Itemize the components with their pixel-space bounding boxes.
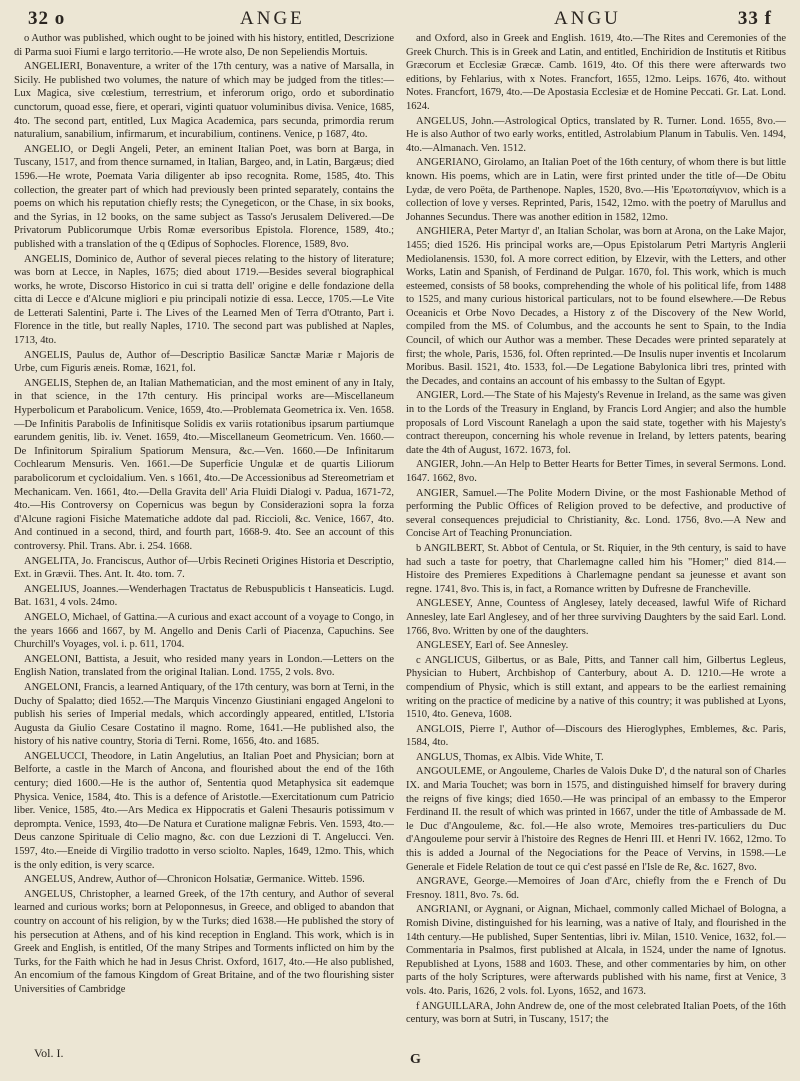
entry-paragraph: ANGELO, Michael, of Gattina.—A curious and exact account of a voyage to Congo, in the years 1666 and 1667, by M. Angello and Denis Carli of Piacenza, Capuchins. See Churchill's Voyages, vol. i. p. 611, 1704. — [14, 611, 394, 651]
entry-paragraph: ANGELIERI, Bonaventure, a writer of the 17th century, was a native of Marsalla, in Sicily. He published two volumes, the nature of which may be judged from the titles:—Lux Magica, sive cœlestium, terrestrium, et inferorum origo, ordo et subordinatio cunctorum, quoad esse, fiere, et operari, viginti quatuor voluminibus divisa. Venice, 1685, 4to. The second part, entitled, Lux Magica Academica, pars secunda, primordia rerum naturalium, sanabilium, infirmarum, et incurabilium, continens. Venice, p 1687, 4to. — [14, 61, 394, 141]
two-column-body — [14, 32, 786, 1044]
header-catchword-right: ANGU — [554, 8, 621, 29]
entry-paragraph: ANGELITA, Jo. Franciscus, Author of—Urbis Recineti Origines Historia et Descriptio, Ext. in Grævii. Thes. Ant. It. 4to. tom. 7. — [14, 555, 394, 581]
entry-paragraph: ANGRAVE, George.—Memoires of Joan d'Arc, chiefly from the e French of Du Fresnoy. 1811, 8vo. 7s. 6d. — [406, 876, 786, 901]
entry-paragraph: c ANGLICUS, Gilbertus, or as Bale, Pitts, and Tanner call him, Gilbertus Legleus, Physician to Hubert, Archbishop of Canterbury, about A. D. 1210.—He wrote a compendium of Physic, which is still extant, and appears to be the earliest remaining writing on the practice of medicine by a native of this country; it was published at Lyons, 1510, 4to. Geneva, 1608. — [406, 654, 786, 721]
running-header — [14, 8, 786, 32]
entry-paragraph: ANGELONI, Francis, a learned Antiquary, of the 17th century, was born at Terni, in the Duchy of Spalatto; died 1652.—The Marquis Vincenzo Giustiniani engaged Angeloni to publish his series of Imperial medals, which accordingly appeared, entitled, L'Istoria Augusta da Giulio Cesare Costatino il magno. Rome, 1641.—He published also, the history of his native country, Storia di Terni. Rome, 1656, 4to. and 1685. — [14, 681, 394, 748]
entry-paragraph: ANGELUS, Christopher, a learned Greek, of the 17th century, and Author of several learned and curious works; born at Peloponnesus, in Greece, and obliged to abandon that country on account of his religion, by w the Turks; died 1638.—He published the story of his persecution at Athens, and of his kind reception in England. This work, which is in Greek and English, is entitled, Of the many Stripes and Torments inflicted on him by the Turks, for the Faith which he had in Jesus Christ. Oxford, 1617, 4to.—He also published, An encomium of the famous Kingdom of Great Britaine, and of the two flourishing sister Universities of Cambridge — [14, 888, 394, 995]
entry-paragraph: ANGIER, Samuel.—The Polite Modern Divine, or the most Fashionable Method of performing the Public Offices of Religion proved to be defective, and productive of several consequences prejudicial to Christianity, &c. Lond. 1756, 8vo.—A New and Concise Art of Teaching Pronunciation. — [406, 487, 786, 540]
header-catchword-left: ANGE — [240, 8, 305, 29]
entry-paragraph: o Author was published, which ought to be joined with his history, entitled, Descrizione di Parma suoi Fiumi e largo territorio.—He wrote also, De non Sepeliendis Mortuis. — [14, 33, 394, 58]
entry-paragraph: ANGLOIS, Pierre l', Author of—Discours des Hieroglyphes, Emblemes, &c. Paris, 1584, 4to. — [406, 723, 786, 749]
entry-paragraph: and Oxford, also in Greek and English. 1619, 4to.—The Rites and Ceremonies of the Greek Church. This is in Greek and Latin, and entitled, Enchiridion de Institutis et Ritibus Græcorum et Ecclesiæ Græcæ. Camb. 1619, 4to. Of this there were afterwards two editions, by Fehlarius, with x Notes. Francfort, 1655, 12mo. Leips. 1676, 4to. without Notes. Francfort, 1679, 4to.—De Apostasia Ecclesiæ et de Homine Peccati. Gr. Lat. Lond. 1624. — [406, 33, 786, 112]
entry-paragraph: ANGIER, Lord.—The State of his Majesty's Revenue in Ireland, as the same was given in to the Lords of the Treasury in England, by Francis Lord Angier; and also the humble proposals of Lord Viscount Ranelagh a upon the said state, together with his Majesty's contract thereupon, concerning his whole revenue in Ireland, by letters patents, bearing date the 4th of August, 1672. 1673, fol. — [406, 390, 786, 456]
entry-paragraph: ANGELUS, John.—Astrological Optics, translated by R. Turner. Lond. 1655, 8vo.—He is also Author of two early works, entitled, Astrolabium Planum in Tabulis. Ven. 1494, 4to.—Almanach. Ven. 1512. — [406, 115, 786, 154]
entry-paragraph: ANGRIANI, or Aygnani, or Aignan, Michael, commonly called Michael of Bologna, a Romish Divine, distinguished for his learning, was a native of Italy, and flourished in the 14th century.—He published, Super Sententias, libri iv. Milan, 1510. Venice, 1632, fol.—Commentaria in Psalmos, first published at Alcala, in 1524, under the name of Ignotus. Republished at Lyons, 1588 and 1603. These, and other commentaries by him, on other parts of the holy Scriptures, were afterwards published with his name, first at Venice, 3 vols. 4to. Paris, 1626, 2 vols. fol. Lyons, 1652, and 1673. — [406, 904, 786, 997]
entry-paragraph: ANGELUS, Andrew, Author of—Chronicon Holsatiæ, Germanice. Witteb. 1596. — [24, 874, 365, 886]
page-footer — [14, 1044, 786, 1074]
entry-paragraph: ANGHIERA, Peter Martyr d', an Italian Scholar, was born at Arona, on the Lake Major, 1455; died 1526. His principal works are,—Opus Epistolarum Petri Martyris Anglerii Mediolanensis. 1530, fol. A more correct edition, by Elzevir, with the Letters, and other Works, Latin and Spanish, of Ferdinand de Pulgar. 1670, fol. This work, which is much esteemed, consists of 58 books, comprehending the whole of his political life, from 1488 to 1525, and many curious historical particulars, not to be found elsewhere.—De Rebus Oceanicis et Orbe Novo Decades, a History z of the Discovery of the New World, compiled from the MS. of Columbus, and the accounts he sent to Spain, to the India Council, of which our Author was a member. These Decades were printed separately at first; the whole, Paris, 1536, fol. Often reprinted.—De Insulis nuper inventis et Incolarum Moribus. Basil. 1521, 4to. 1533, fol.—De Legatione Babylonica libri tres, printed with the Decades, and contains an account of his embassy to the Sultan of Egypt. — [406, 226, 786, 387]
signature-mark: G — [410, 1052, 421, 1067]
entry-paragraph: ANGELONI, Battista, a Jesuit, who resided many years in London.—Letters on the English Nation, translated from the original Italian. Lond. 1755, 2 vols. 8vo. — [14, 653, 394, 679]
entry-paragraph: ANGLESEY, Anne, Countess of Anglesey, lately deceased, lawful Wife of Richard Annesley, late Earl Anglesey, and of her three surviving Daughters by the said Earl. Lond. 1766, 8vo. Written by one of the daughters. — [406, 598, 786, 637]
entry-paragraph: ANGELUCCI, Theodore, in Latin Angelutius, an Italian Poet and Physician; born at Belforte, a castle in the March of Ancona, and flourished about the end of the 16th century; died 1600.—He is the author of, Sententia quod Metaphysica sit eademque Physica. Venice, 1584, 4to. This is a defence of Aristotle.—Exercitationum cum Patricio liber. Venice, 1585, 4to.—Ars Medica ex Hippocratis et Galeni Thesauris potissimum v deprompta. Venice, 1593, 4to—De Natura et Curatione malignæ Febris. Ven. 1593, 4to.—Deus canzone Spirituale di Celio magno, &c. con due Lezzioni di T. Angelucci. Ven. 1597, 4to.—Eneide di Virgilio tradotto in verso sciolto. Naples, 1649, 12mo. This, which is the only edition, is very scarce. — [14, 750, 394, 871]
entry-paragraph: ANGOULEME, or Angouleme, Charles de Valois Duke D', d the natural son of Charles IX. and Maria Touchet; was born in 1575, and distinguished himself for bravery during the reigns of five kings; died 1650.—He was principal of an embassy to the Emperor Ferdinand II. the result of which was printed in 1667, under the title of Ambassade de M. le Duc d'Angouleme, &c. fol.—He also wrote, Memoires tres-particuliers du Duc d'Angouleme pour servir à l'histoire des Regnes de Henri III. et Henri IV. 1662, 12mo. To this is added a Journal of the Negociations for the Peace of Vervins, in 1598.—Le Generale et Fidele Relation de tout ce qui c'est passé en l'Isle de Re, &c. 1627, 8vo. — [406, 766, 786, 873]
entry-paragraph: ANGIER, John.—An Help to Better Hearts for Better Times, in several Sermons. Lond. 1647. 1662, 8vo. — [406, 459, 786, 484]
entry-paragraph: ANGLESEY, Earl of. See Annesley. — [416, 640, 569, 652]
volume-label: Vol. I. — [34, 1046, 64, 1060]
entry-paragraph: ANGELIS, Stephen de, an Italian Mathematician, and the most eminent of any in Italy, in that science, in the 17th century. His principal works are—Miscellaneum Hyperbolicum et Parabolicum. Venice, 1659, 4to.—Problemata Geometrica ix. Ven. 1658.—De Infinitis Parabolis de Infinitisque Solidis ex variis rotationibus ipsarum partiumque earundem genitis, lib. iv. Venet. 1659, 4to.—Miscellaneum Geometricum. Ven. 1660.—De Infinitorum Spiralium Spatiorum Mensura, &c.—Ven. 1660.—De Infinitarum Cochlearum Mensuris. Ven. 1661.—De Superficie Ungulæ et de quartis Liliorum parabolicorum et cycloidalium. Ven. s 1661, 4to.—De Accessionibus ad Stereometriam et Mechanicam. Ven. 1661, 4to.—Della Gravita dell' Aria Fluidi Dialogi v. Padua, 1671-72, 4to.—His Controversy on Copernicus was begun by Considerazioni sopra la forza d'Alcune ragioni Fisiche Matematiche addote dal pad. Riccioli, &c. Venice, 1667, 4to. And continued in a second, third, and fourth part, 1668-9. 4to. See an account of this controversy. Phil. Trans. Abr. i. 254. 1668. — [14, 377, 394, 552]
entry-paragraph: ANGLUS, Thomas, ex Albis. Vide White, T. — [416, 751, 604, 763]
entry-paragraph: b ANGILBERT, St. Abbot of Centula, or St. Riquier, in the 9th century, is said to have had such a taste for poetry, that Charlemagne called him his "Homer;" died 814.—Histoire des Premieres Expeditions à Charlemagne pendant sa jeunesse et avant son regne. 1741, 8vo. This is, in fact, a Romance written by Dufresne de Francheville. — [406, 542, 786, 595]
entry-paragraph: ANGERIANO, Girolamo, an Italian Poet of the 16th century, of whom there is but little known. His poems, which are in Latin, were first printed under the title of—De Obitu Lydæ, de vero Poëta, de Parthenope. Naples, 1520, 8vo.—His 'Ερωτοπαίγνιον, which is a collection of love y verses. Reprinted, Paris, 1542, 12mo. with the poetry of Marullus and Johannes Secundus. There was another edition in 1582, 12mo. — [406, 157, 786, 223]
entry-paragraph: f ANGUILLARA, John Andrew de, one of the most celebrated Italian Poets, of the 16th century, was born at Sutri, in Tuscany, 1517; the — [406, 1000, 786, 1026]
page-number-left: 32 o — [28, 8, 66, 29]
left-column — [14, 32, 394, 1044]
right-column — [406, 32, 786, 1044]
entry-paragraph: ANGELIO, or Degli Angeli, Peter, an eminent Italian Poet, was born at Barga, in Tuscany, 1517, and from thence surnamed, in Italian, Bargeo, and, in Latin, Bargæus; died 1596.—He wrote, Poemata Varia diligenter ab ipso recognita. Rome, 1585, 4to. This collection, the greater part of which had previously been printed separately, contains the poems on which his reputation chiefly rests; the Cynegeticon, or the Chase, in six books, and the Syrias, in 12 books, on the same subject as Tasso's Jerusalem Delivered.—De Privatorum Publicorumque Urbis Romæ eversoribus Epistola. Florence, 1589, 4to.; published with a translation of the q Œdipus of Sophocles. Florence, 1589, 8vo. — [14, 143, 394, 250]
entry-paragraph: ANGELIUS, Joannes.—Wenderhagen Tractatus de Rebuspublicis t Hanseaticis. Lugd. Bat. 1631, 4 vols. 24mo. — [14, 583, 394, 609]
page-number-right: 33 f — [737, 8, 772, 29]
entry-paragraph: ANGELIS, Paulus de, Author of—Descriptio Basilicæ Sanctæ Mariæ r Majoris de Urbe, cum Figuris æneis. Romæ, 1621, fol. — [14, 349, 394, 375]
entry-paragraph: ANGELIS, Dominico de, Author of several pieces relating to the history of literature; was born at Lecce, in Naples, 1675; died about 1719.—Besides several biographical works, he wrote, Discorso Historico in cui si tratta dell' origine e delle fondazione della citta di Lecce e d'Alcune migliori e piu principali notizie di essa. Lecce, 1705.—Le Vite de Letterati Salentini, Parte i. The Lives of the Learned Men of Terra d'Otranto, Part i. Florence in the title, but really Naples, 1710. The second part was published at Naples, 1713, 4to. — [14, 253, 394, 347]
